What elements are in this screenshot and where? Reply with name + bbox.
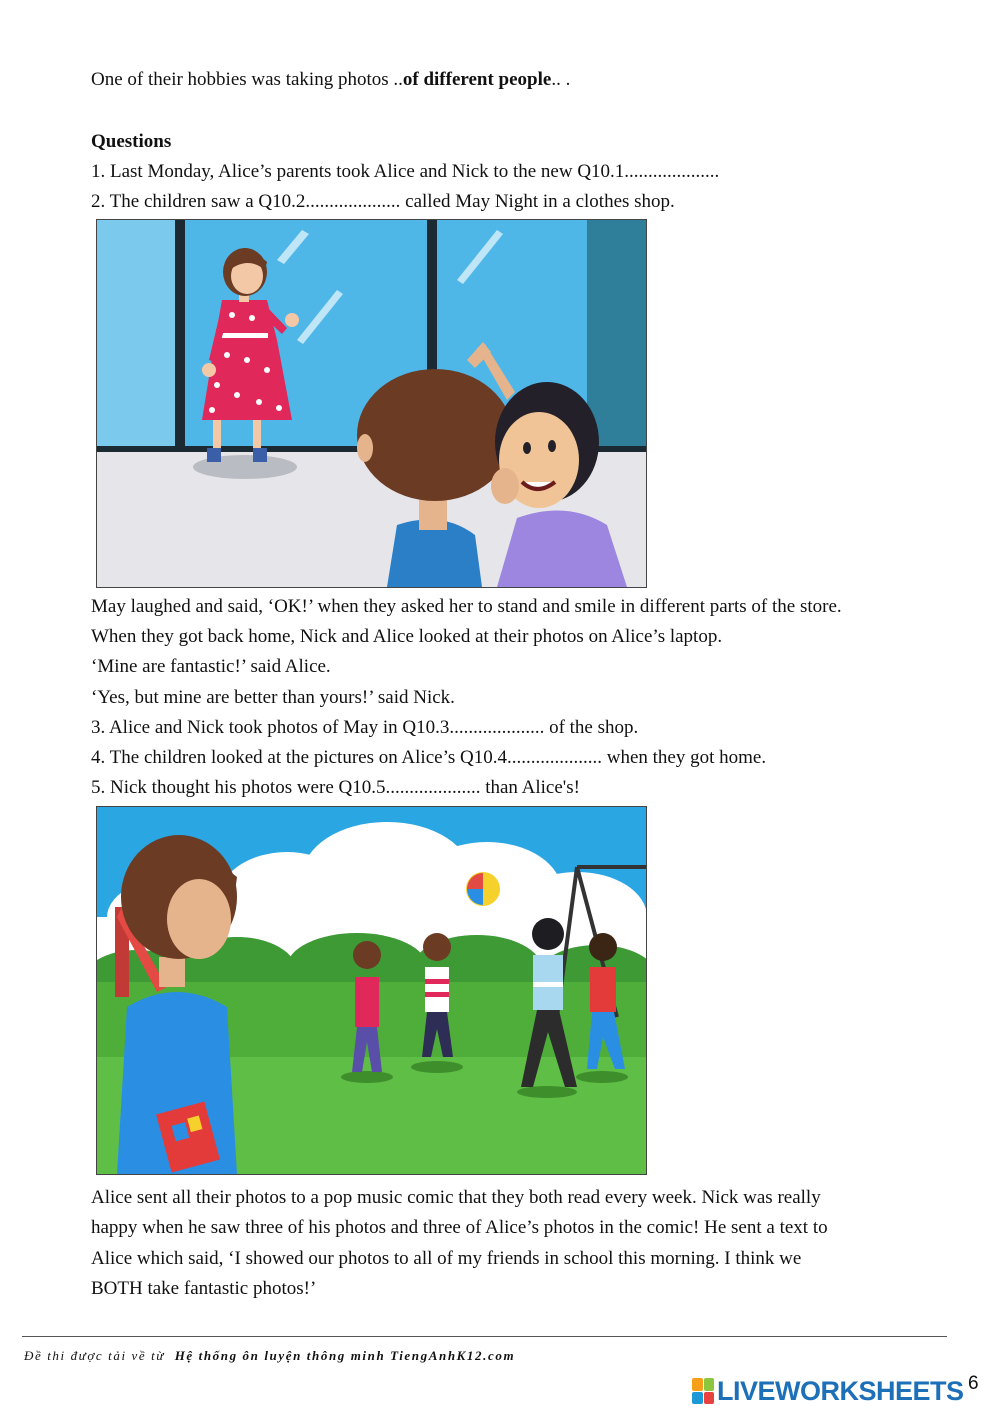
shop-window-illustration <box>96 219 647 588</box>
question-3: 3. Alice and Nick took photos of May in Q10.3.................... of the shop. <box>91 717 639 738</box>
story3-line-1: Alice sent all their photos to a pop music comic that they both read every week. Nick was really <box>91 1187 821 1208</box>
story3-line-4: BOTH take fantastic photos!’ <box>91 1278 317 1299</box>
story2-line-3: ‘Mine are fantastic!’ said Alice. <box>91 656 331 677</box>
footer-source <box>24 1348 515 1364</box>
question-1: 1. Last Monday, Alice’s parents took Alice and Nick to the new Q10.1.................... <box>91 161 720 182</box>
park-illustration <box>96 806 647 1175</box>
story2-line-4: ‘Yes, but mine are better than yours!’ said Nick. <box>91 687 455 708</box>
page-number: 6 <box>968 1373 979 1394</box>
intro-answer: of different people <box>402 69 552 90</box>
liveworksheets-brand[interactable] <box>692 1374 964 1408</box>
footer-prefix: Đề thi được tải về từ <box>24 1348 165 1363</box>
intro-line <box>91 68 570 92</box>
liveworksheets-logo-icon <box>692 1378 714 1404</box>
intro-prefix: One of their hobbies was taking photos .. <box>91 69 403 90</box>
story2-line-2: When they got back home, Nick and Alice looked at their photos on Alice’s laptop. <box>91 626 723 647</box>
question-4: 4. The children looked at the pictures on Alice’s Q10.4.................... when they got home. <box>91 747 767 768</box>
question-5: 5. Nick thought his photos were Q10.5.................... than Alice's! <box>91 777 580 798</box>
intro-suffix: .. . <box>551 69 571 90</box>
question-2: 2. The children saw a Q10.2.................... called May Night in a clothes shop. <box>91 191 675 212</box>
story3-line-2: happy when he saw three of his photos and three of Alice’s photos in the comic! He sent a text to <box>91 1217 828 1238</box>
story2-line-1: May laughed and said, ‘OK!’ when they asked her to stand and smile in different parts of the store. <box>91 596 842 617</box>
footer-site-link[interactable]: Hệ thống ôn luyện thông minh TiengAnhK12.com <box>174 1348 516 1363</box>
brand-wordmark: LIVEWORKSHEETS <box>717 1375 964 1406</box>
story3-line-3: Alice which said, ‘I showed our photos to all of my friends in school this morning. I think we <box>91 1248 802 1269</box>
questions-heading: Questions <box>91 131 172 152</box>
footer-divider <box>22 1336 947 1337</box>
